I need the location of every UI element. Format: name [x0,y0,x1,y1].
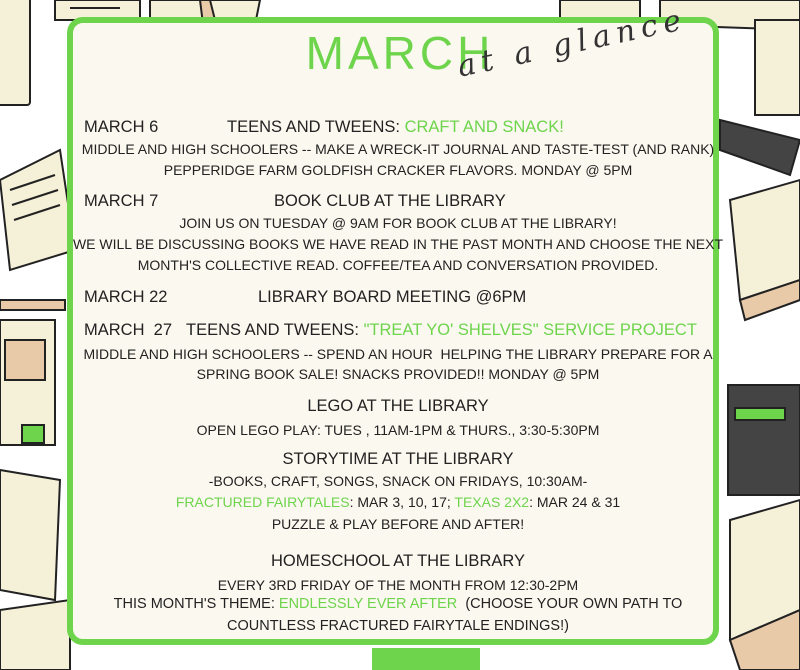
event-row [84,192,506,211]
page-subtitle: at a glance [454,1,691,85]
event-description: JOIN US ON TUESDAY @ 9AM FOR BOOK CLUB AT THE LIBRARY! [179,215,617,231]
event-date: MARCH 22 [84,288,168,306]
lego-description: OPEN LEGO PLAY: TUES , 11AM-1PM & THURS., 3:30-5:30PM [196,422,600,438]
storytime-theme: TEXAS 2X2 [454,494,530,510]
storytime-theme: FRACTURED FAIRYTALES [175,494,350,510]
event-description: MIDDLE AND HIGH SCHOOLERS -- SPEND AN HOUR HELPING THE LIBRARY PREPARE FOR A [83,346,713,362]
event-label: BOOK CLUB AT THE LIBRARY [274,192,506,210]
event-label: TEENS AND TWEENS: [227,118,405,136]
section-title-homeschool: HOMESCHOOL AT THE LIBRARY [271,552,525,570]
event-row [84,118,564,137]
event-description: PEPPERIDGE FARM GOLDFISH CRACKER FLAVORS. MONDAY @ 5PM [163,162,633,178]
storytime-description: -BOOKS, CRAFT, SONGS, SNACK ON FRIDAYS, 10:30AM- [208,473,588,489]
section-title-lego: LEGO AT THE LIBRARY [307,397,489,415]
event-description: WE WILL BE DISCUSSING BOOKS WE HAVE READ IN THE PAST MONTH AND CHOOSE THE NEXT [72,236,724,252]
homeschool-theme-prefix: THIS MONTH'S THEME: [113,596,279,612]
event-date: MARCH 27 [84,321,173,339]
storytime-dates: : MAR 24 & 31 [529,494,621,510]
storytime-dates: : MAR 3, 10, 17; [349,494,455,510]
event-row [84,321,697,340]
event-date: MARCH 6 [84,118,159,136]
homeschool-theme: ENDLESSLY EVER AFTER [278,596,458,612]
page-title: MARCH [305,27,495,79]
event-label: LIBRARY BOARD MEETING @6PM [258,288,527,306]
homeschool-description: COUNTLESS FRACTURED FAIRYTALE ENDINGS!) [227,618,569,634]
event-highlight: "TREAT YO' SHELVES" SERVICE PROJECT [363,321,697,339]
homeschool-theme-line [72,596,724,612]
storytime-themes [72,494,724,510]
event-label: TEENS AND TWEENS: [186,321,364,339]
homeschool-theme-suffix: (CHOOSE YOUR OWN PATH TO [457,596,683,612]
event-description: SPRING BOOK SALE! SNACKS PROVIDED!! MONDAY @ 5PM [196,366,600,382]
section-title-storytime: STORYTIME AT THE LIBRARY [282,450,514,468]
event-date: MARCH 7 [84,192,159,210]
event-description: MIDDLE AND HIGH SCHOOLERS -- MAKE A WRECK-IT JOURNAL AND TASTE-TEST (AND RANK) [81,141,715,157]
event-description: MONTH'S COLLECTIVE READ. COFFEE/TEA AND CONVERSATION PROVIDED. [137,257,659,273]
storytime-description: PUZZLE & PLAY BEFORE AND AFTER! [271,516,525,532]
event-highlight: CRAFT AND SNACK! [404,118,564,136]
homeschool-description: EVERY 3RD FRIDAY OF THE MONTH FROM 12:30-2PM [217,577,579,593]
event-row [84,288,526,307]
